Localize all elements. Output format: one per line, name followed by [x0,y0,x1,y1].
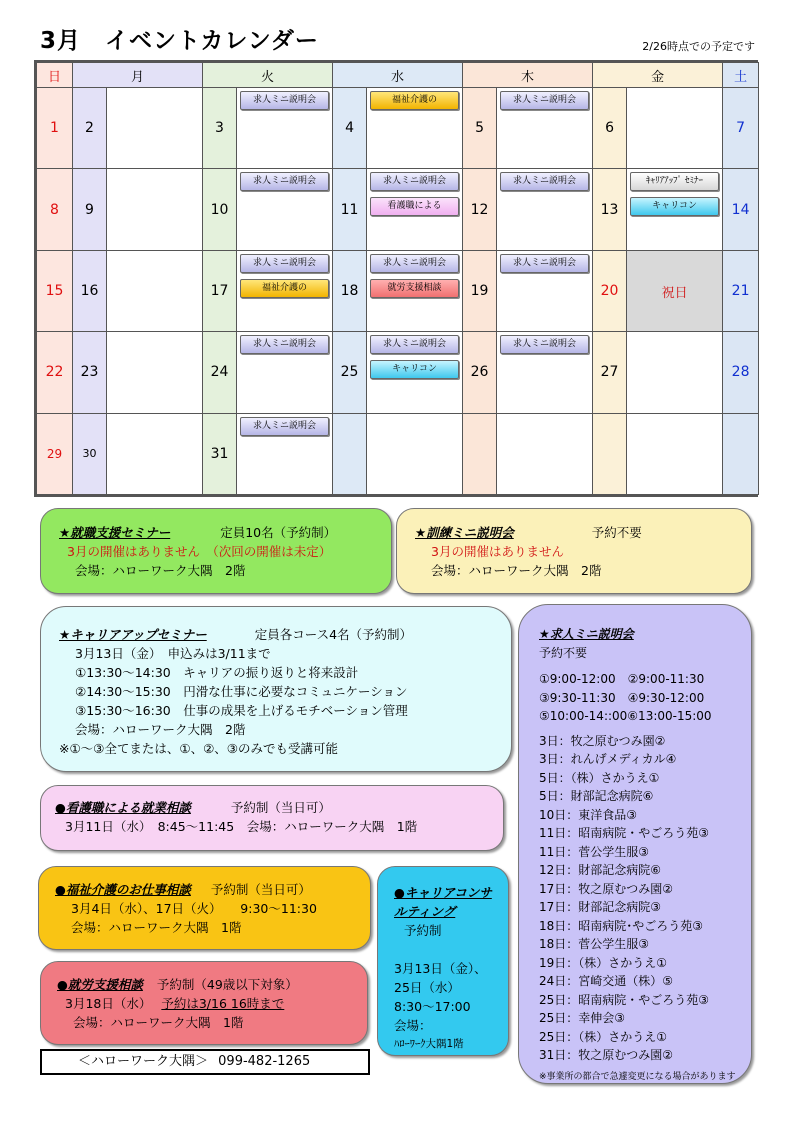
event-badge[interactable]: 求人ミニ説明会 [240,254,329,273]
careerup-footnote: ※①～③全てまたは、①、②、③のみでも受講可能 [59,741,339,756]
job-info-session-time: ①9:00-12:00 ②9:00-11:30 [539,672,705,686]
event-badge[interactable]: 求人ミニ説明会 [500,335,589,354]
header-wed: 水 [333,63,463,88]
career-consulting-title-2: ルティング [394,904,456,919]
careerup-line: 会場：ハローワーク大隅 2階 [75,722,246,737]
welfare-consult-box [38,866,371,950]
day-number: 5 [463,88,497,169]
day-cell [367,332,463,413]
career-consulting-venue-2: ﾊﾛｰﾜｰｸ大隅1階 [394,1038,464,1050]
day-number: 24 [203,332,237,413]
holiday-cell: 祝日 [627,250,723,331]
career-consulting-time: 8:30～17:00 [394,999,471,1014]
employment-support-date: 3月18日（水） [65,996,152,1011]
day-number: 7 [723,88,759,169]
office-contact [40,1049,370,1075]
job-info-session-time: ⑤10:00-14::00⑥13:00-15:00 [539,709,712,723]
day-number: 1 [37,88,73,169]
schedule-item: 17日：財部記念病院③ [539,900,662,914]
schedule-item: 11日：菅公学生服③ [539,844,650,859]
day-number: 18 [333,250,367,331]
employment-support-title: ●就労支援相談 [57,977,143,992]
employment-support-reservation: 予約制（49歳以下対象） [156,977,298,992]
day-cell [367,413,463,494]
event-badge[interactable]: 求人ミニ説明会 [240,91,329,110]
day-cell [237,332,333,413]
day-cell [627,332,723,413]
day-cell [237,88,333,169]
office-phone: 099-482-1265 [218,1054,311,1069]
day-cell [107,169,203,250]
training-session-note: 3月の開催はありません [431,544,564,559]
job-info-session-title: ★求人ミニ説明会 [539,627,634,641]
event-badge[interactable]: 求人ミニ説明会 [240,335,329,354]
day-cell [107,413,203,494]
day-number: 23 [73,332,107,413]
day-number [593,413,627,494]
schedule-item: 25日：（株）さかうえ① [539,1029,668,1044]
day-number: 16 [73,250,107,331]
calendar-week [37,332,759,413]
day-cell [497,332,593,413]
schedule-item: 17日：牧之原むつみ園② [539,881,674,896]
day-number: 3 [203,88,237,169]
day-number: 12 [463,169,497,250]
job-info-session-footnote: ※事業所の都合で急遽変更になる場合があります [539,1071,736,1082]
career-consulting-date-2: 25日（水） [394,980,460,995]
office-name: ＜ハローワーク大隅＞ [78,1054,209,1069]
day-number: 21 [723,250,759,331]
day-cell [107,250,203,331]
day-cell [497,413,593,494]
careerup-line: ①13:30～14:30 キャリアの振り返りと将来設計 [75,665,359,680]
schedule-item: 31日：牧之原むつみ園② [539,1048,674,1062]
day-number: 28 [723,332,759,413]
schedule-item: 25日：幸伸会③ [539,1011,626,1025]
careerup-line: ③15:30～16:30 仕事の成果を上げるモチベーション管理 [75,703,408,718]
day-cell [367,88,463,169]
training-session-venue: 会場：ハローワーク大隅 2階 [431,563,602,578]
day-number: 27 [593,332,627,413]
job-info-session-box [518,604,752,1084]
day-cell [237,169,333,250]
career-consulting-venue: 会場： [394,1018,432,1033]
day-cell [497,250,593,331]
schedule-item: 5日：（株）さかうえ① [539,770,660,785]
event-calendar [34,60,758,497]
header-mon: 月 [73,63,203,88]
event-badge[interactable]: ｷｬﾘｱｱｯﾌﾟ ｾﾐﾅｰ [630,172,719,191]
header-sat: 土 [723,63,759,88]
careerup-line: ②14:30～15:30 円滑な仕事に必要なコミュニケーション [75,684,408,699]
schedule-item: 18日：昭南病院･やごろう苑③ [539,918,704,933]
day-number: 2 [73,88,107,169]
header-sun: 日 [37,63,73,88]
day-cell [237,250,333,331]
as-of-note: 2/26時点での予定です [642,40,755,53]
event-badge[interactable]: 求人ミニ説明会 [500,91,589,110]
day-number: 15 [37,250,73,331]
career-consulting-date: 3月13日（金）、 [394,961,487,976]
job-seminar-capacity: 定員10名（予約制） [220,525,337,540]
nursing-consult-title: ●看護職による就業相談 [55,800,191,815]
event-badge[interactable]: 求人ミニ説明会 [500,254,589,273]
day-cell [627,413,723,494]
job-info-session-schedule [539,732,751,1065]
event-badge[interactable]: キャリコン [630,197,719,216]
day-number: 10 [203,169,237,250]
welfare-consult-venue: 会場：ハローワーク大隅 1階 [71,920,242,935]
day-number: 13 [593,169,627,250]
nursing-consult-detail: 3月11日（水） 8:45～11:45 会場：ハローワーク大隅 1階 [65,819,418,834]
schedule-item: 5日：財部記念病院⑥ [539,789,654,803]
day-number: 29 [37,413,73,494]
day-cell [627,88,723,169]
event-badge[interactable]: 求人ミニ説明会 [370,254,459,273]
day-number: 14 [723,169,759,250]
calendar-week [37,250,759,331]
job-seminar-note: 3月の開催はありません （次回の開催は未定） [67,544,332,559]
day-cell [497,169,593,250]
employment-support-box [40,961,368,1045]
day-number [333,413,367,494]
schedule-item: 12日：財部記念病院⑥ [539,863,662,877]
career-consulting-box [377,866,509,1056]
header-fri: 金 [593,63,723,88]
event-badge[interactable]: キャリコン [370,360,459,379]
job-info-session-reservation: 予約不要 [539,645,588,660]
nursing-consult-box [40,785,504,851]
job-info-session-time: ③9:30-11:30 ④9:30-12:00 [539,690,705,705]
day-cell [107,332,203,413]
header-thu: 木 [463,63,593,88]
page-title: 3月 イベントカレンダー [40,28,319,54]
event-badge[interactable]: 求人ミニ説明会 [240,417,329,436]
job-seminar-title: ★就職支援セミナー [59,525,171,540]
schedule-item: 11日：昭南病院・やごろう苑③ [539,826,710,840]
day-cell [497,88,593,169]
day-number: 4 [333,88,367,169]
day-number: 17 [203,250,237,331]
event-badge[interactable]: 就労支援相談 [370,279,459,298]
calendar-week [37,169,759,250]
day-number: 30 [73,413,107,494]
day-number [463,413,497,494]
careerup-seminar-capacity: 定員各コース4名（予約制） [254,627,413,642]
day-cell [237,413,333,494]
schedule-item: 19日：（株）さかうえ① [539,955,668,970]
job-seminar-venue: 会場：ハローワーク大隅 2階 [75,563,246,578]
calendar-week [37,413,759,494]
training-session-reservation: 予約不要 [591,525,642,540]
day-number: 6 [593,88,627,169]
day-cell [367,250,463,331]
event-badge[interactable]: 求人ミニ説明会 [370,172,459,191]
training-session-box [396,508,752,594]
schedule-item: 24日：宮崎交通（株）⑤ [539,974,674,988]
header-tue: 火 [203,63,333,88]
day-number: 25 [333,332,367,413]
employment-support-deadline: 予約は3/16 16時まで [161,996,285,1011]
day-number: 11 [333,169,367,250]
nursing-consult-reservation: 予約制（当日可） [230,800,331,815]
schedule-item: 10日：東洋食品③ [539,807,638,822]
day-cell [367,169,463,250]
day-cell [627,169,723,250]
welfare-consult-title: ●福祉介護のお仕事相談 [55,882,191,897]
career-consulting-reservation: 予約制 [404,923,442,938]
day-number [723,413,759,494]
day-number: 9 [73,169,107,250]
day-number: 8 [37,169,73,250]
schedule-item: 3日：れんげメディカル④ [539,752,677,766]
employment-support-venue: 会場：ハローワーク大隅 1階 [73,1015,244,1030]
welfare-consult-reservation: 予約制（当日可） [210,882,311,897]
day-number: 31 [203,413,237,494]
job-seminar-box [40,508,392,594]
event-badge[interactable]: 福祉介護の [240,279,329,298]
training-session-title: ★訓練ミニ説明会 [415,525,514,540]
schedule-item: 18日：菅公学生服③ [539,937,650,951]
careerup-line: 3月13日（金） 申込みは3/11まで [75,646,271,661]
career-consulting-title: ●キャリアコンサ [394,885,492,900]
event-badge[interactable]: 求人ミニ説明会 [500,172,589,191]
day-number: 26 [463,332,497,413]
event-badge[interactable]: 福祉介護の [370,91,459,110]
careerup-seminar-title: ★キャリアアップセミナー [59,627,207,642]
welfare-consult-date: 3月4日（水）、17日（火） 9:30～11:30 [71,901,317,916]
calendar-week [37,88,759,169]
schedule-item: 3日：牧之原むつみ園② [539,733,666,748]
day-number: 19 [463,250,497,331]
day-number: 20 [593,250,627,331]
event-badge[interactable]: 求人ミニ説明会 [370,335,459,354]
day-number: 22 [37,332,73,413]
careerup-seminar-box [40,606,512,772]
event-badge[interactable]: 看護職による [370,197,459,216]
day-cell [107,88,203,169]
event-badge[interactable]: 求人ミニ説明会 [240,172,329,191]
schedule-item: 25日：昭南病院・やごろう苑③ [539,992,710,1007]
